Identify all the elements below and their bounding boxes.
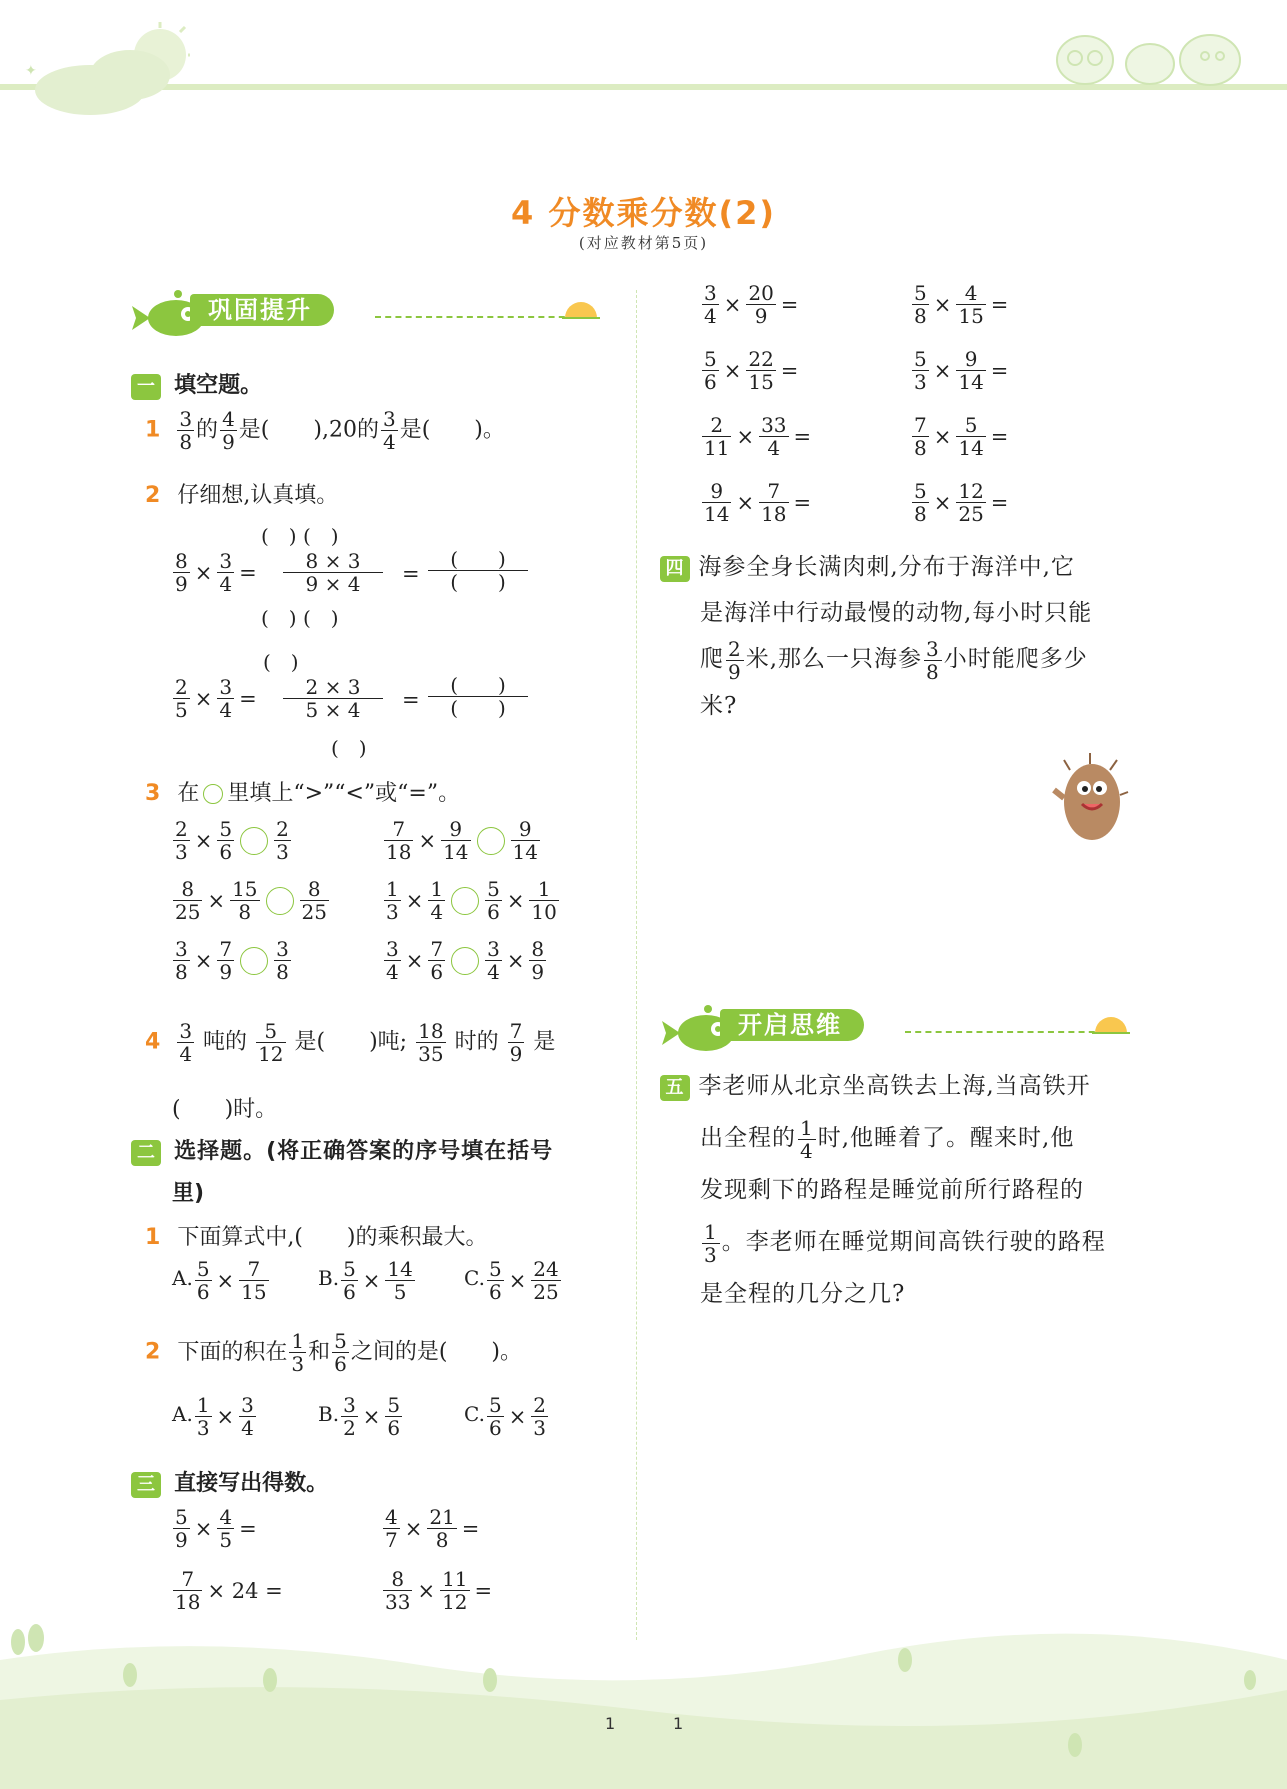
fraction: $\frac{15}{8}$ (232, 877, 258, 924)
fraction: $\frac{5}{6}$ (334, 1329, 347, 1376)
sunset-icon (1092, 1011, 1130, 1035)
fraction: $\frac{3}{8}$ (175, 937, 188, 984)
fraction: $\frac{22}{15}$ (748, 347, 774, 394)
fraction: $\frac{7}{6}$ (430, 937, 444, 984)
calc-item (700, 282, 910, 327)
p1-q1 (145, 408, 505, 453)
part1-header (131, 368, 262, 400)
p3-right-list (700, 282, 1120, 546)
fraction: $\frac{5}{6}$ (487, 877, 500, 924)
text: 是海洋中行动最慢的动物,每小时只能 (700, 600, 1093, 626)
page-number-left: 1 (605, 1714, 616, 1733)
fraction: $\frac{12}{25}$ (958, 479, 984, 526)
part3-tag: 三 (131, 1472, 161, 1498)
expression-row (700, 414, 1120, 480)
fraction: $\frac{3}{4}$ (386, 937, 399, 984)
expression-row (382, 818, 561, 878)
fraction: $\frac{4}{9}$ (222, 407, 235, 454)
fraction: $\frac{33}{4}$ (761, 413, 787, 460)
operator: × (723, 358, 742, 383)
expression-row (700, 282, 1120, 348)
fraction: $\frac{1}{4}$ (430, 877, 444, 924)
fraction-expanded: $\frac{8 \times 3}{9 \times 4}$ (283, 550, 383, 595)
p2-q1-text: 下面算式中,( )的乘积最大。 (177, 1225, 488, 1250)
text: 发现剩下的路程是睡觉前所行路程的 (700, 1177, 1084, 1203)
p2-q1 (145, 1220, 487, 1251)
p2-q2 (145, 1330, 522, 1375)
hills-footer-decoration (0, 1620, 1287, 1789)
fraction: $\frac{1}{4}$ (800, 1115, 814, 1163)
text: 出全程的 (700, 1125, 796, 1151)
fraction: $\frac{2}{3}$ (533, 1393, 547, 1440)
animal-faces-icon (1050, 20, 1250, 90)
p2-q1-options (172, 1258, 610, 1303)
choice-option[interactable]: C. $\frac{5}{6}$ × $\frac{2}{3}$ (464, 1393, 547, 1440)
fraction: $\frac{3}{2}$ (343, 1393, 356, 1440)
calc-item (171, 1506, 381, 1551)
part2-tag: 二 (131, 1140, 161, 1166)
fraction: $\frac{4}{15}$ (958, 281, 984, 328)
part2-heading: 选择题。(将正确答案的序号填在括号 (174, 1139, 554, 1164)
operator: = (990, 292, 1009, 317)
expression-row (700, 348, 1120, 414)
operator: = (990, 490, 1009, 515)
operator: × (194, 828, 213, 853)
fraction: $\frac{5}{8}$ (914, 281, 927, 328)
circle-icon (203, 784, 223, 804)
calc-item (910, 414, 1120, 459)
fraction: $\frac{5}{8}$ (914, 479, 927, 526)
text: 米,那么一只海参 (745, 646, 923, 672)
p1-q1-no: 1 (145, 417, 161, 443)
operator: = (793, 424, 812, 449)
operator: × (933, 292, 952, 317)
compare-circle-icon[interactable] (451, 947, 479, 975)
operator: × (933, 424, 952, 449)
fraction: $\frac{8}{9}$ (531, 937, 545, 984)
operator: × (736, 424, 755, 449)
expression-row (171, 1506, 591, 1568)
text: 海参全身长满肉刺,分布于海洋中,它 (698, 554, 1075, 580)
fraction: $\frac{7}{18}$ (386, 817, 412, 864)
p1-q3 (145, 776, 460, 807)
fraction: $\frac{5}{12}$ (258, 1019, 284, 1066)
fraction: $\frac{3}{4}$ (219, 549, 233, 596)
calc-item (700, 348, 910, 393)
part1-tag: 一 (131, 374, 161, 400)
answer-fraction: ( ) ( ) (428, 548, 528, 593)
fraction: $\frac{21}{8}$ (429, 1505, 455, 1552)
fraction: $\frac{20}{9}$ (748, 281, 774, 328)
operator: = (474, 1578, 493, 1603)
operator: × (933, 490, 952, 515)
fraction: $\frac{3}{8}$ (276, 937, 289, 984)
page-title: 4 分数乘分数(2) (511, 194, 776, 232)
fraction: $\frac{7}{9}$ (509, 1019, 523, 1066)
fraction: $\frac{1}{3}$ (704, 1219, 718, 1267)
p1-q2-no: 2 (145, 483, 161, 508)
text: 小时能爬多少 (943, 646, 1088, 672)
fraction: $\frac{2}{11}$ (704, 413, 730, 460)
fraction: $\frac{3}{4}$ (179, 1019, 193, 1066)
operator: × (194, 1516, 213, 1541)
choice-option[interactable]: B. $\frac{3}{2}$ × $\frac{5}{6}$ (318, 1393, 401, 1440)
text: 吨的 (203, 1029, 248, 1055)
text: 是( )。 (399, 417, 505, 443)
p1-q2-row2: ( ) $\frac{2}{5}$ × $\frac{3}{4}$ = $\frac{2 \times 3}{5 \times 4}$ = ( ) ( ) ( ) (171, 646, 571, 761)
expression-row (700, 480, 1120, 546)
fraction: $\frac{24}{25}$ (533, 1257, 559, 1304)
part2-heading-cont: 里) (172, 1181, 205, 1206)
compare-circle-icon[interactable] (266, 887, 294, 915)
choice-option[interactable]: C. $\frac{5}{6}$ × $\frac{24}{25}$ (464, 1257, 559, 1304)
operator: × (506, 948, 525, 973)
fraction: $\frac{3}{4}$ (487, 937, 500, 984)
fraction: $\frac{1}{3}$ (196, 1393, 210, 1440)
text: 爬 (700, 646, 724, 672)
expression-row (171, 938, 331, 998)
p2-q2-no: 2 (145, 1339, 161, 1365)
part4 (660, 544, 1150, 729)
operator: = (780, 292, 799, 317)
fraction: $\frac{5}{9}$ (175, 1505, 188, 1552)
fraction: $\frac{5}{6}$ (387, 1393, 401, 1440)
fraction: $\frac{1}{10}$ (531, 877, 557, 924)
answer-fraction: ( ) ( ) (428, 674, 528, 719)
fraction: $\frac{5}{6}$ (488, 1257, 502, 1304)
operator: × (362, 1268, 381, 1293)
fraction: $\frac{3}{4}$ (382, 407, 396, 454)
fraction: $\frac{5}{14}$ (958, 413, 984, 460)
blank-paren: ( ) (263, 650, 299, 674)
sea-cucumber-mascot-icon (1050, 750, 1130, 850)
section-banner-thinking (660, 1003, 1140, 1043)
fraction: $\frac{2}{3}$ (276, 817, 289, 864)
text: 下面的积在 (177, 1339, 288, 1365)
fraction: $\frac{3}{4}$ (219, 675, 233, 722)
p2-q1-no: 1 (145, 1225, 161, 1250)
fraction: $\frac{2}{5}$ (175, 675, 188, 722)
text: 和 (308, 1339, 331, 1365)
operator: × (723, 292, 742, 317)
text: 的 (196, 417, 219, 443)
p1-q2 (145, 478, 338, 509)
p1-q4-no: 4 (145, 1029, 161, 1055)
fraction: $\frac{7}{8}$ (914, 413, 927, 460)
choice-option[interactable]: A. $\frac{5}{6}$ × $\frac{7}{15}$ (172, 1257, 267, 1304)
fraction: $\frac{9}{14}$ (704, 479, 730, 526)
expression-row (382, 938, 561, 998)
p3-left-list (171, 1506, 591, 1630)
operator: × (405, 888, 424, 913)
text: 。李老师在睡觉期间高铁行驶的路程 (721, 1229, 1106, 1255)
fraction-expanded: $\frac{2 \times 3}{5 \times 4}$ (283, 676, 383, 721)
sunset-icon (562, 296, 600, 320)
operator: × (216, 1268, 235, 1293)
expression-row (171, 878, 331, 938)
operator: × (417, 1578, 436, 1603)
operator: × (404, 1516, 423, 1541)
calc-item: $\frac{7}{18}$ × 24 = (175, 1567, 283, 1614)
fraction: $\frac{5}{6}$ (343, 1257, 356, 1304)
fraction: $\frac{14}{5}$ (387, 1257, 413, 1304)
fraction: $\frac{8}{9}$ (175, 549, 188, 596)
fraction: $\frac{3}{8}$ (926, 636, 940, 684)
operator: × (506, 888, 525, 913)
fraction: $\frac{5}{6}$ (196, 1257, 210, 1304)
compare-circle-icon[interactable] (477, 827, 505, 855)
operator: × (405, 948, 424, 973)
fraction: $\frac{11}{12}$ (442, 1567, 468, 1614)
part2-header (131, 1134, 553, 1166)
operator: = (239, 1516, 257, 1541)
svg-text:✦: ✦ (25, 63, 37, 79)
page-subtitle: (对应教材第5页) (578, 234, 709, 252)
fraction: $\frac{8}{33}$ (385, 1567, 411, 1614)
operator: × (207, 888, 226, 913)
fraction: $\frac{4}{7}$ (385, 1505, 398, 1552)
calc-item (700, 480, 910, 525)
page-number-right: 1 (673, 1714, 684, 1733)
text: 是全程的几分之几? (700, 1281, 906, 1307)
expression-row (171, 818, 331, 878)
fraction: $\frac{7}{18}$ (175, 1567, 201, 1614)
fraction: $\frac{4}{5}$ (219, 1505, 233, 1552)
cloud-sun-icon (20, 20, 190, 115)
blank-paren: ( ) ( ) (261, 524, 339, 548)
p1-q3-right-list (382, 818, 561, 998)
banner-dashline (375, 316, 575, 318)
fraction: $\frac{5}{6}$ (488, 1393, 502, 1440)
part4-tag: 四 (660, 556, 690, 582)
blank-paren: ( ) ( ) (261, 606, 339, 630)
fraction: $\frac{7}{18}$ (761, 479, 787, 526)
operator: × (216, 1404, 235, 1429)
operator: = (780, 358, 799, 383)
section-title-thinking: 开启思维 (720, 1009, 864, 1041)
p1-q4 (145, 1020, 555, 1065)
compare-circle-icon[interactable] (451, 887, 479, 915)
text: 是( ),20的 (238, 417, 379, 443)
text: 里填上“>”“<”或“=”。 (227, 781, 461, 806)
operator: × (508, 1268, 527, 1293)
fraction: $\frac{2}{9}$ (728, 636, 742, 684)
text: 之间的是( )。 (350, 1339, 522, 1365)
p2-q2-options (172, 1394, 610, 1439)
operator: × (933, 358, 952, 383)
fraction: $\frac{7}{15}$ (241, 1257, 267, 1304)
section-banner-consolidate (130, 288, 610, 328)
text: 是( )吨; (294, 1029, 408, 1055)
operator: × (194, 948, 213, 973)
operator: = (793, 490, 812, 515)
fraction: $\frac{9}{14}$ (443, 817, 469, 864)
fraction: $\frac{1}{3}$ (291, 1329, 305, 1376)
operator: × (362, 1404, 381, 1429)
fraction: $\frac{5}{6}$ (219, 817, 233, 864)
text: 时,他睡着了。醒来时,他 (817, 1125, 1075, 1151)
section-title-consolidate: 巩固提升 (190, 294, 334, 326)
fraction: $\frac{8}{25}$ (301, 877, 327, 924)
text: 米? (700, 692, 738, 719)
text: 是 (533, 1029, 556, 1055)
column-divider (636, 290, 637, 1640)
part3-header (131, 1466, 328, 1498)
part1-heading: 填空题。 (174, 373, 263, 398)
operator: = (990, 358, 1009, 383)
compare-circle-icon[interactable] (240, 947, 268, 975)
p1-q3-no: 3 (145, 781, 161, 806)
calc-item (381, 1568, 591, 1613)
fraction: $\frac{18}{35}$ (418, 1019, 444, 1066)
calc-item (910, 348, 1120, 393)
part3-heading: 直接写出得数。 (174, 1471, 329, 1496)
operator: = (461, 1516, 480, 1541)
calc-item (381, 1506, 591, 1551)
part5-tag: 五 (660, 1075, 690, 1101)
blank-paren: ( ) (331, 736, 367, 760)
calc-item (700, 414, 910, 459)
operator: = (990, 424, 1009, 449)
banner-dashline (905, 1031, 1105, 1033)
fraction: $\frac{2}{3}$ (175, 817, 188, 864)
fraction: $\frac{9}{14}$ (958, 347, 984, 394)
fraction: $\frac{7}{9}$ (219, 937, 233, 984)
p1-q2-text: 仔细想,认真填。 (177, 483, 339, 508)
calc-item (910, 480, 1120, 525)
calc-item (910, 282, 1120, 327)
text: 在 (177, 781, 200, 806)
text: 李老师从北京坐高铁去上海,当高铁开 (698, 1073, 1091, 1099)
choice-option[interactable]: B. $\frac{5}{6}$ × $\frac{14}{5}$ (318, 1257, 413, 1304)
p1-q4-line2: ( )时。 (172, 1097, 278, 1122)
expression-row (382, 878, 561, 938)
fraction: $\frac{1}{3}$ (386, 877, 399, 924)
text: 时的 (454, 1029, 499, 1055)
p1-q2-row1: ( ) ( ) $\frac{8}{9}$ × $\frac{3}{4}$ = $\frac{8 \times 3}{9 \times 4}$ = ( ) ( ) ( ) ( ) (171, 520, 571, 630)
operator: × (508, 1404, 527, 1429)
fraction: $\frac{5}{3}$ (914, 347, 927, 394)
part5 (660, 1060, 1150, 1320)
fraction: $\frac{3}{8}$ (179, 407, 193, 454)
p1-q3-left-list (171, 818, 331, 998)
fraction: $\frac{5}{6}$ (704, 347, 717, 394)
choice-option[interactable]: A. $\frac{1}{3}$ × $\frac{3}{4}$ (172, 1393, 254, 1440)
operator: × (736, 490, 755, 515)
compare-circle-icon[interactable] (240, 827, 268, 855)
fraction: $\frac{3}{4}$ (704, 281, 717, 328)
fraction: $\frac{8}{25}$ (175, 877, 201, 924)
operator: × (418, 828, 437, 853)
fraction: $\frac{9}{14}$ (512, 817, 538, 864)
fraction: $\frac{3}{4}$ (241, 1393, 254, 1440)
